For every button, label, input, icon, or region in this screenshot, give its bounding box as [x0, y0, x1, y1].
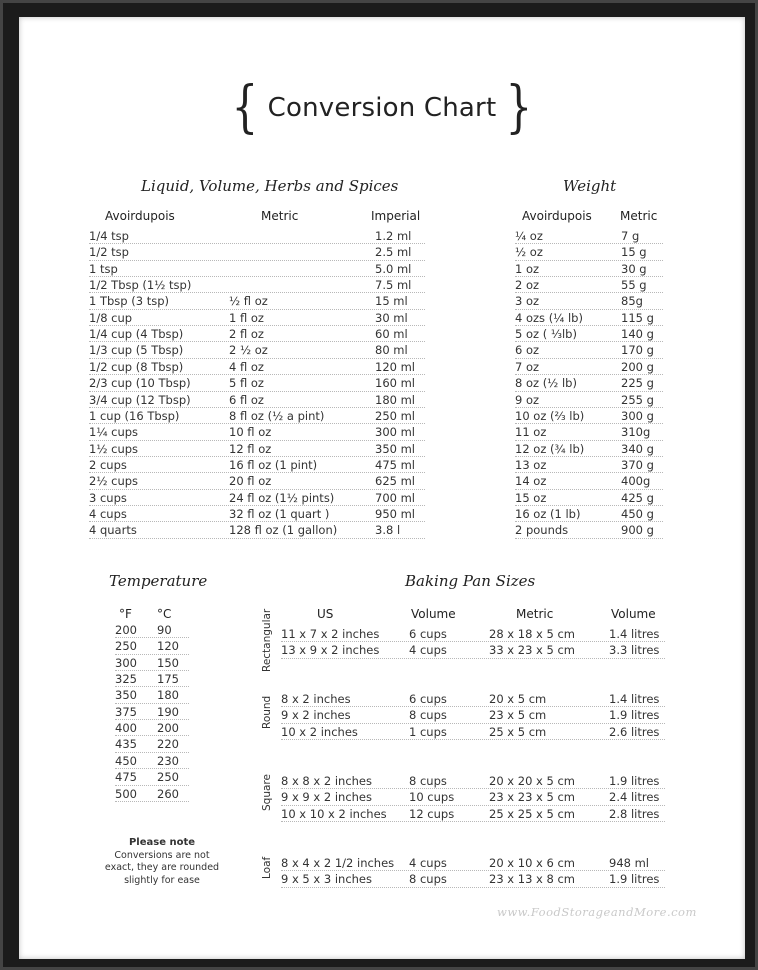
table-cell: 250 — [115, 639, 137, 654]
table-cell: 250 ml — [375, 408, 416, 423]
table-cell: 1/3 cup (5 Tbsp) — [89, 343, 184, 358]
table-cell: 300 ml — [375, 425, 416, 440]
baking-header-volume: Volume — [411, 607, 456, 621]
table-cell: 2 pounds — [515, 523, 569, 538]
temperature-section-title: Temperature — [109, 572, 208, 590]
table-cell: 4 cups — [89, 506, 127, 521]
table-cell: 23 x 5 cm — [489, 708, 547, 723]
table-cell: 255 g — [621, 392, 654, 407]
table-row — [89, 473, 425, 489]
table-cell: 10 x 2 inches — [281, 724, 358, 739]
table-row — [89, 228, 425, 244]
table-cell: 1 oz — [515, 261, 540, 276]
table-cell: 3.3 litres — [609, 643, 660, 658]
note-line: Conversions are not — [114, 849, 210, 861]
table-row — [89, 359, 425, 375]
table-cell: 80 ml — [375, 343, 408, 358]
table-cell: 14 oz — [515, 474, 547, 489]
liquid-header-imperial: Imperial — [371, 209, 421, 223]
table-cell: 370 g — [621, 457, 654, 472]
table-row — [89, 375, 425, 391]
table-cell: 15 oz — [515, 490, 547, 505]
temperature-header-f: °F — [119, 607, 132, 621]
table-cell: 12 cups — [409, 806, 455, 821]
table-row — [89, 506, 425, 522]
table-cell: 85g — [621, 294, 643, 309]
table-cell: 2½ cups — [89, 474, 139, 489]
baking-header-metric: Metric — [516, 607, 554, 621]
table-cell: 20 x 5 cm — [489, 692, 547, 706]
table-row — [115, 638, 189, 654]
conversion-note — [95, 837, 229, 887]
table-cell: 60 ml — [375, 327, 408, 342]
table-cell: 115 g — [621, 310, 654, 325]
table-cell: 10 x 10 x 2 inches — [281, 806, 387, 821]
table-cell: 16 fl oz (1 pint) — [229, 457, 318, 472]
table-cell: 5.0 ml — [375, 261, 412, 276]
table-cell: 1 Tbsp (3 tsp) — [89, 294, 169, 309]
table-cell: 20 x 10 x 6 cm — [489, 856, 575, 870]
table-row — [515, 375, 663, 391]
table-cell: 4 cups — [409, 643, 447, 658]
table-cell: 3/4 cup (12 Tbsp) — [89, 392, 191, 407]
note-heading: Please note — [128, 837, 196, 848]
liquid-header-metric: Metric — [261, 209, 299, 223]
table-cell: 175 — [157, 672, 179, 687]
table-cell: 6 cups — [409, 627, 447, 641]
table-cell: 425 g — [621, 490, 654, 505]
table-row — [115, 687, 189, 703]
table-cell: 55 g — [621, 278, 647, 293]
table-cell: 250 — [157, 770, 179, 785]
table-cell: 200 — [157, 721, 179, 736]
table-cell: 20 x 20 x 5 cm — [489, 774, 575, 788]
table-cell: 120 ml — [375, 359, 416, 374]
left-brace: { — [231, 75, 259, 140]
table-cell: 1/2 cup (8 Tbsp) — [89, 359, 184, 374]
table-cell: 7 g — [621, 229, 640, 243]
table-cell: 9 oz — [515, 392, 540, 407]
table-cell: 5 oz ( ⅓lb) — [515, 327, 577, 342]
table-cell: 33 x 23 x 5 cm — [489, 643, 575, 658]
table-row — [515, 244, 663, 260]
table-cell: 435 — [115, 737, 137, 752]
table-cell: 2.8 litres — [609, 806, 660, 821]
table-row — [281, 855, 665, 871]
table-row — [115, 622, 189, 638]
page-title: Conversion Chart — [267, 93, 497, 123]
table-cell: 475 ml — [375, 457, 416, 472]
table-row — [281, 691, 665, 707]
table-cell: 3.8 l — [375, 523, 401, 538]
table-row — [89, 293, 425, 309]
table-row — [89, 392, 425, 408]
liquid-header-avoirdupois: Avoirdupois — [105, 209, 175, 223]
table-cell: 400 — [115, 721, 137, 736]
table-cell: 300 g — [621, 408, 654, 423]
table-cell: 10 oz (⅔ lb) — [515, 408, 585, 423]
table-cell: 180 ml — [375, 392, 416, 407]
table-row — [281, 642, 665, 658]
baking-section-title: Baking Pan Sizes — [405, 572, 536, 590]
table-row — [515, 522, 663, 538]
table-cell: 16 oz (1 lb) — [515, 506, 581, 521]
table-cell: 6 cups — [409, 692, 447, 706]
table-cell: 9 x 2 inches — [281, 708, 351, 723]
table-row — [515, 228, 663, 244]
table-cell: 325 — [115, 672, 137, 687]
table-row — [89, 326, 425, 342]
table-row — [115, 786, 189, 802]
table-cell: 8 cups — [409, 872, 447, 887]
table-row — [515, 326, 663, 342]
table-cell: 28 x 18 x 5 cm — [489, 627, 575, 641]
table-row — [515, 441, 663, 457]
note-line: slightly for ease — [124, 874, 200, 886]
table-cell: 8 oz (½ lb) — [515, 376, 577, 391]
table-cell: 12 fl oz — [229, 441, 272, 456]
table-cell: 8 fl oz (½ a pint) — [229, 408, 325, 423]
pan-shape-label: Rectangular — [261, 608, 273, 672]
table-row — [281, 626, 665, 642]
table-cell: 3 oz — [515, 294, 540, 309]
table-cell: 1.9 litres — [609, 774, 660, 788]
table-cell: 230 — [157, 753, 179, 768]
table-cell: 7.5 ml — [375, 278, 412, 293]
pan-shape-label: Square — [261, 774, 273, 811]
table-cell: 2.5 ml — [375, 245, 412, 260]
table-cell: 200 — [115, 623, 137, 637]
table-row — [515, 457, 663, 473]
table-cell: 2.6 litres — [609, 724, 660, 739]
table-cell: 475 — [115, 770, 137, 785]
table-cell: 948 ml — [609, 856, 650, 870]
website-watermark: www.FoodStorageandMore.com — [497, 905, 697, 919]
table-cell: 950 ml — [375, 506, 416, 521]
table-cell: 310g — [621, 425, 651, 440]
table-cell: 23 x 13 x 8 cm — [489, 872, 575, 887]
table-cell: 8 x 2 inches — [281, 692, 351, 706]
table-cell: 128 fl oz (1 gallon) — [229, 523, 338, 538]
table-row — [515, 310, 663, 326]
table-row — [515, 359, 663, 375]
table-cell: ½ oz — [515, 245, 543, 260]
table-cell: 450 g — [621, 506, 654, 521]
table-cell: 8 cups — [409, 774, 447, 788]
table-cell: 90 — [157, 623, 172, 637]
table-row — [281, 806, 665, 822]
table-cell: 1/4 tsp — [89, 229, 129, 243]
table-cell: 1.9 litres — [609, 872, 660, 887]
table-row — [515, 293, 663, 309]
table-cell: 6 oz — [515, 343, 540, 358]
table-row — [89, 424, 425, 440]
pan-shape-label: Round — [261, 695, 273, 729]
table-row — [515, 473, 663, 489]
table-cell: 700 ml — [375, 490, 416, 505]
table-cell: 4 ozs (¼ lb) — [515, 310, 583, 325]
table-row — [281, 871, 665, 887]
table-cell: 400g — [621, 474, 651, 489]
table-cell: 11 x 7 x 2 inches — [281, 627, 380, 641]
table-row — [115, 704, 189, 720]
table-row — [281, 789, 665, 805]
table-row — [89, 342, 425, 358]
table-cell: 3 cups — [89, 490, 127, 505]
table-cell: ½ fl oz — [229, 294, 268, 309]
table-row — [89, 310, 425, 326]
table-row — [515, 424, 663, 440]
table-cell: 32 fl oz (1 quart ) — [229, 506, 330, 521]
table-cell: 4 cups — [409, 856, 447, 870]
table-cell: 12 oz (¾ lb) — [515, 441, 585, 456]
title-block — [19, 75, 745, 140]
table-row — [89, 457, 425, 473]
table-cell: 4 fl oz — [229, 359, 264, 374]
table-cell: 25 x 25 x 5 cm — [489, 806, 575, 821]
table-cell: 25 x 5 cm — [489, 724, 547, 739]
table-cell: 450 — [115, 753, 137, 768]
note-line: exact, they are rounded — [104, 862, 220, 873]
table-row — [515, 342, 663, 358]
table-row — [515, 277, 663, 293]
liquid-section-title: Liquid, Volume, Herbs and Spices — [141, 177, 399, 195]
weight-header-metric: Metric — [620, 209, 658, 223]
temperature-header-c: °C — [157, 607, 172, 621]
table-cell: 200 g — [621, 359, 654, 374]
table-cell: 11 oz — [515, 425, 547, 440]
table-cell: 6 fl oz — [229, 392, 264, 407]
table-cell: 2 cups — [89, 457, 127, 472]
table-cell: 13 oz — [515, 457, 547, 472]
table-row — [115, 753, 189, 769]
table-cell: 160 ml — [375, 376, 416, 391]
table-cell: 1.4 litres — [609, 627, 660, 641]
table-cell: 1/4 cup (4 Tbsp) — [89, 327, 184, 342]
table-row — [89, 277, 425, 293]
table-row — [515, 408, 663, 424]
table-cell: 23 x 23 x 5 cm — [489, 790, 575, 805]
table-cell: 1.9 litres — [609, 708, 660, 723]
table-row — [515, 506, 663, 522]
table-cell: 225 g — [621, 376, 654, 391]
table-row — [515, 490, 663, 506]
table-cell: 9 x 9 x 2 inches — [281, 790, 373, 805]
table-cell: 1½ cups — [89, 441, 139, 456]
table-cell: 20 fl oz — [229, 474, 272, 489]
table-cell: 8 x 4 x 2 1/2 inches — [281, 856, 395, 870]
table-cell: 1¼ cups — [89, 425, 139, 440]
table-cell: 8 cups — [409, 708, 447, 723]
table-cell: 1 tsp — [89, 261, 118, 276]
table-cell: 9 x 5 x 3 inches — [281, 872, 373, 887]
table-row — [515, 261, 663, 277]
table-row — [281, 724, 665, 740]
chart-page — [19, 17, 745, 959]
table-cell: 15 g — [621, 245, 647, 260]
table-row — [115, 655, 189, 671]
table-cell: 120 — [157, 639, 179, 654]
right-brace: } — [505, 75, 533, 140]
table-cell: 10 fl oz — [229, 425, 272, 440]
table-cell: 2 ½ oz — [229, 343, 268, 358]
table-cell: 8 x 8 x 2 inches — [281, 774, 373, 788]
table-cell: 2 oz — [515, 278, 540, 293]
table-cell: 1/2 tsp — [89, 245, 129, 260]
table-cell: 260 — [157, 786, 179, 801]
table-cell: 1/8 cup — [89, 310, 133, 325]
table-cell: 220 — [157, 737, 179, 752]
table-row — [89, 490, 425, 506]
table-cell: 375 — [115, 704, 137, 719]
table-cell: 2/3 cup (10 Tbsp) — [89, 376, 191, 391]
table-row — [115, 769, 189, 785]
table-row — [89, 441, 425, 457]
table-cell: 170 g — [621, 343, 654, 358]
weight-header-avoirdupois: Avoirdupois — [522, 209, 592, 223]
table-row — [115, 736, 189, 752]
table-cell: 190 — [157, 704, 179, 719]
table-cell: 150 — [157, 655, 179, 670]
table-cell: 350 — [115, 688, 137, 703]
baking-header-volume-metric: Volume — [611, 607, 656, 621]
table-cell: 24 fl oz (1½ pints) — [229, 490, 335, 505]
table-cell: 500 — [115, 786, 137, 801]
table-cell: 2 fl oz — [229, 327, 264, 342]
table-cell: 30 ml — [375, 310, 408, 325]
table-cell: 30 g — [621, 261, 647, 276]
table-cell: 5 fl oz — [229, 376, 264, 391]
table-cell: 180 — [157, 688, 179, 703]
table-cell: 7 oz — [515, 359, 540, 374]
table-row — [89, 408, 425, 424]
table-cell: 13 x 9 x 2 inches — [281, 643, 380, 658]
table-row — [281, 707, 665, 723]
table-cell: 340 g — [621, 441, 654, 456]
table-row — [115, 671, 189, 687]
table-cell: 625 ml — [375, 474, 416, 489]
table-row — [115, 720, 189, 736]
weight-section-title: Weight — [563, 177, 617, 195]
table-cell: 10 cups — [409, 790, 455, 805]
table-cell: 4 quarts — [89, 523, 137, 538]
table-cell: 300 — [115, 655, 137, 670]
table-cell: 350 ml — [375, 441, 416, 456]
table-row — [89, 244, 425, 260]
table-row — [515, 392, 663, 408]
table-cell: 2.4 litres — [609, 790, 660, 805]
table-cell: 140 g — [621, 327, 654, 342]
pan-shape-label: Loaf — [261, 856, 273, 879]
table-row — [89, 261, 425, 277]
table-cell: ¼ oz — [515, 229, 543, 243]
table-row — [89, 522, 425, 538]
table-cell: 1/2 Tbsp (1½ tsp) — [89, 278, 192, 293]
table-cell: 1.2 ml — [375, 229, 412, 243]
table-cell: 900 g — [621, 523, 654, 538]
table-cell: 1.4 litres — [609, 692, 660, 706]
table-cell: 1 fl oz — [229, 310, 264, 325]
baking-header-us: US — [317, 607, 334, 621]
table-cell: 1 cup (16 Tbsp) — [89, 408, 180, 423]
table-cell: 1 cups — [409, 724, 447, 739]
table-cell: 15 ml — [375, 294, 408, 309]
table-row — [281, 773, 665, 789]
